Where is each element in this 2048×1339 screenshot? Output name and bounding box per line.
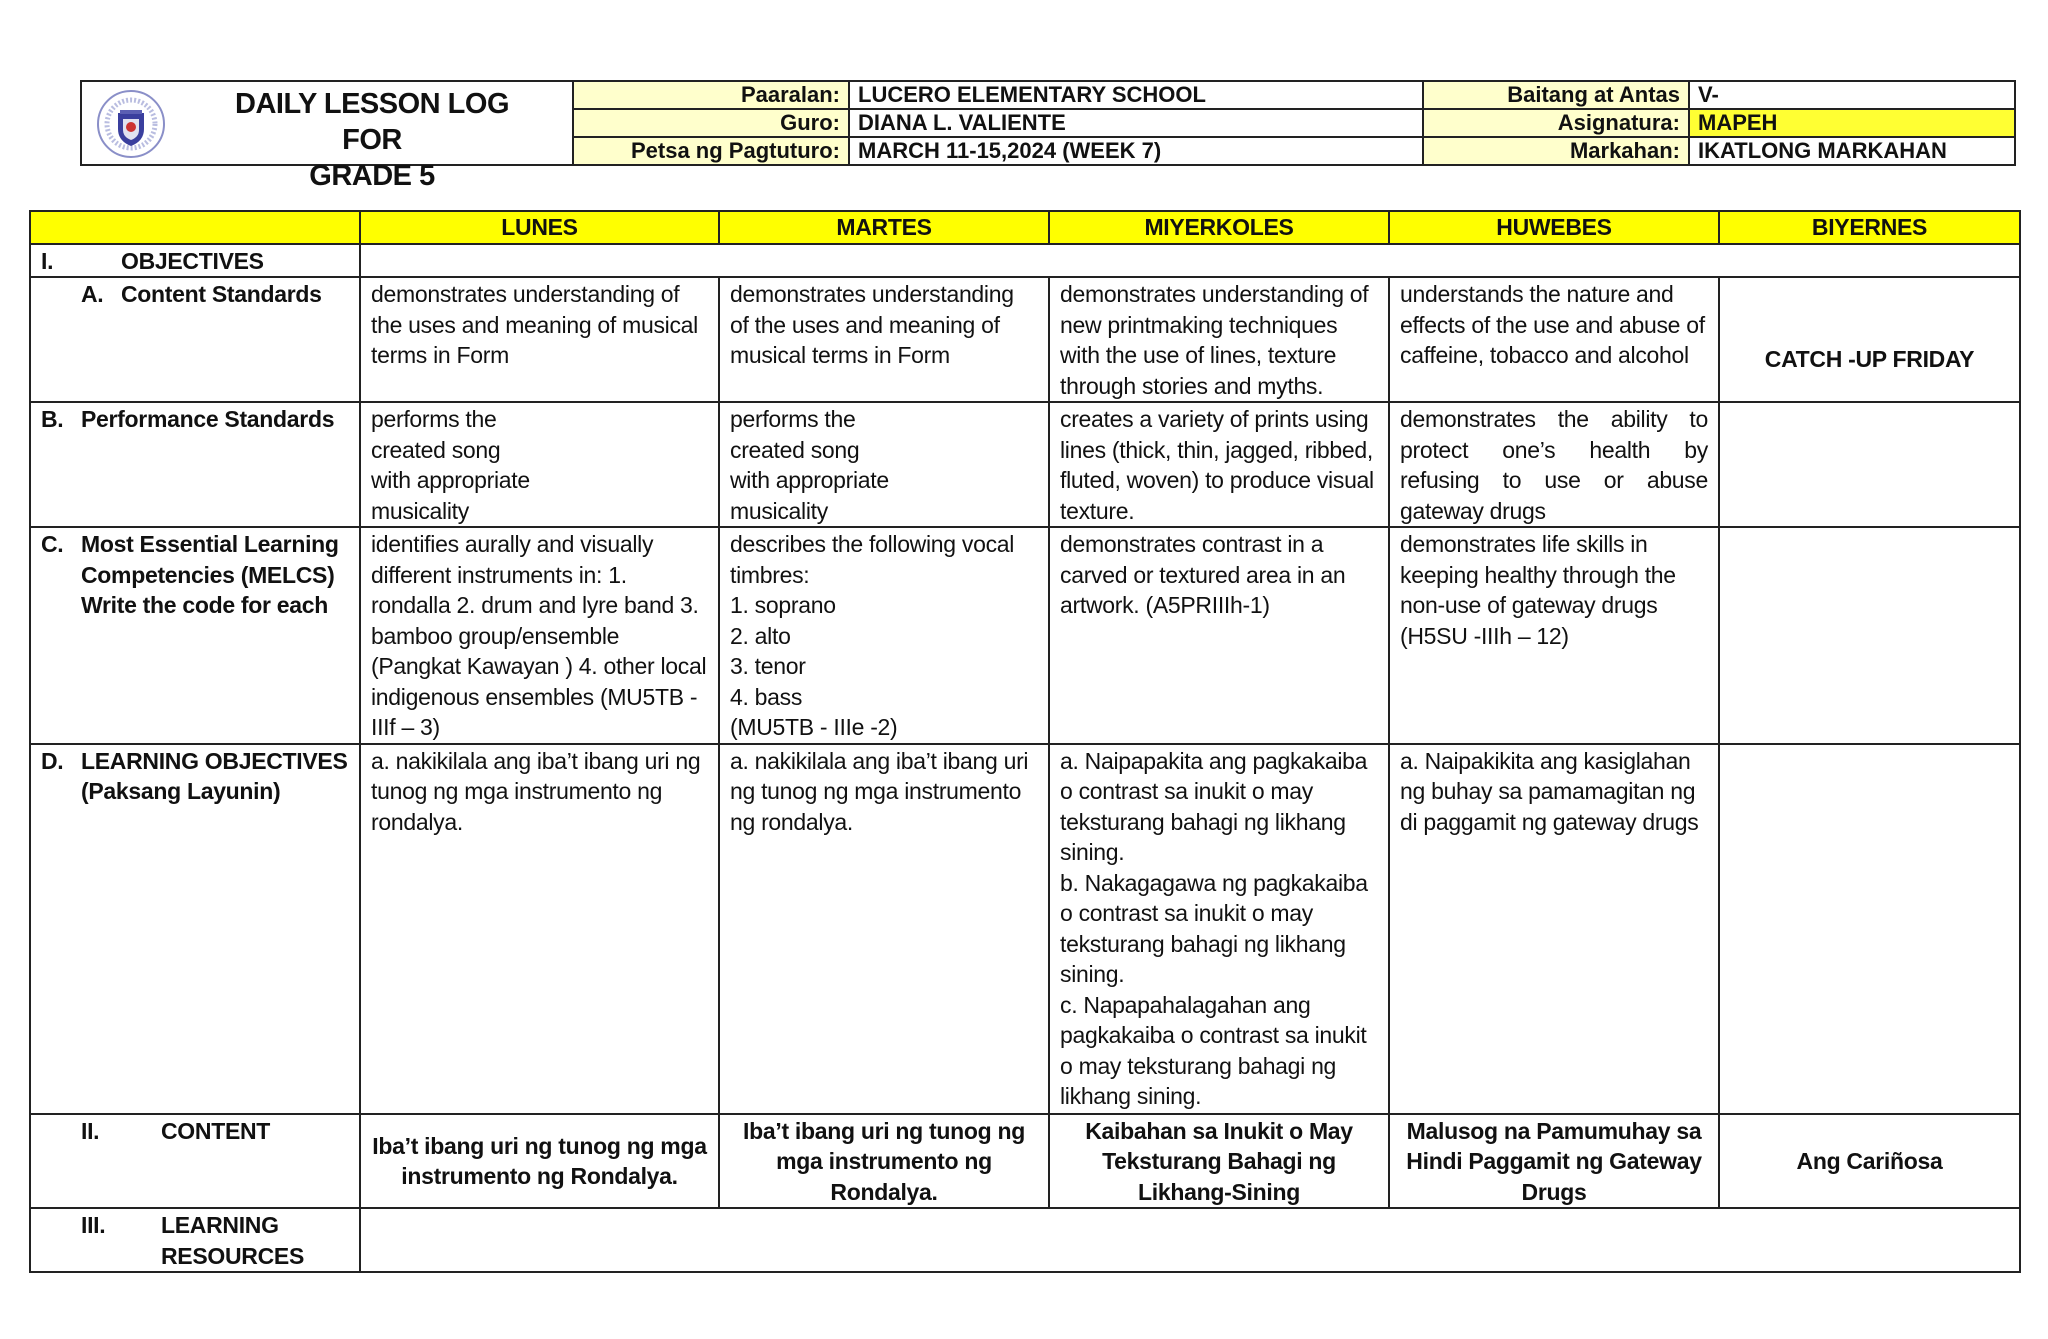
content-standards-lunes: demonstrates understanding of the uses and meaning of musical terms in Form <box>360 277 719 402</box>
objective-item: c. Napapahalagahan ang pagkakaiba o contrast sa inukit o may teksturang bahagi ng likhang sining. <box>1060 991 1367 1109</box>
deped-seal-icon <box>96 89 166 159</box>
learning-objectives-martes: a. nakikilala ang iba’t ibang uri ng tunog ng mga instrumento ng rondalya. <box>719 744 1049 1114</box>
learning-objectives-row <box>30 744 2020 1114</box>
learning-objectives-label-line-2: (Paksang Layunin) <box>81 778 281 804</box>
objectives-number: I. <box>41 247 54 274</box>
learning-resources-label-cell <box>30 1208 360 1272</box>
objectives-label-cell <box>30 244 360 278</box>
content-miyerkoles: Kaibahan sa Inukit o May Teksturang Bahagi ng Likhang-Sining <box>1049 1114 1389 1209</box>
school-value: LUCERO ELEMENTARY SCHOOL <box>850 82 1424 108</box>
melcs-huwebes: demonstrates life skills in keeping healthy through the non-use of gateway drugs (H5SU -IIIh – 12) <box>1389 527 1719 744</box>
content-standards-label: Content Standards <box>121 281 322 307</box>
content-standards-huwebes: understands the nature and effects of the use and abuse of caffeine, tobacco and alcohol <box>1389 277 1719 402</box>
melcs-martes <box>719 527 1049 744</box>
text-line: musicality <box>371 497 469 524</box>
melcs-label-cell <box>30 527 360 744</box>
text-line: 1. soprano <box>730 592 836 618</box>
text-line: 4. bass <box>730 683 803 710</box>
content-standards-number: A. <box>81 281 104 307</box>
catch-up-friday: CATCH -UP FRIDAY <box>1719 277 2020 402</box>
text-line: created song <box>371 436 501 463</box>
melcs-label-line-2: Competencies (MELCS) <box>81 561 335 588</box>
melcs-label-line-1: Most Essential Learning <box>81 531 339 557</box>
teacher-label: Guro: <box>574 110 850 136</box>
daily-lesson-log-table <box>29 210 2021 1273</box>
grade-label: Baitang at Antas <box>1424 82 1690 108</box>
learning-objectives-label-cell <box>30 744 360 1114</box>
content-standards-row <box>30 277 2020 402</box>
content-label-cell <box>30 1114 360 1209</box>
content-standards-martes: demonstrates understanding of the uses and meaning of musical terms in Form <box>719 277 1049 402</box>
content-row <box>30 1114 2020 1209</box>
content-label: CONTENT <box>161 1117 271 1144</box>
content-lunes: Iba’t ibang uri ng tunog ng mga instrumento ng Rondalya. <box>360 1114 719 1209</box>
lesson-log-header <box>80 80 2016 192</box>
performance-standards-huwebes: demonstrates the ability to protect one’s health by refusing to use or abuse gateway drugs <box>1389 402 1719 527</box>
learning-objectives-label-line-1: LEARNING OBJECTIVES <box>81 747 348 774</box>
performance-standards-lunes <box>360 402 719 527</box>
melcs-number: C. <box>41 531 64 557</box>
day-header-blank <box>30 211 360 244</box>
learning-resources-number: III. <box>81 1212 106 1238</box>
learning-resources-label-line-2: RESOURCES <box>161 1242 304 1269</box>
day-header-martes: MARTES <box>719 211 1049 244</box>
day-header-lunes: LUNES <box>360 211 719 244</box>
lesson-log-title <box>202 86 542 194</box>
objectives-row <box>30 244 2020 278</box>
date-value: MARCH 11-15,2024 (WEEK 7) <box>850 138 1424 164</box>
learning-resources-span-cell <box>360 1208 2020 1272</box>
text-line: 3. tenor <box>730 653 806 679</box>
performance-standards-label-cell <box>30 402 360 527</box>
learning-resources-label-line-1: LEARNING <box>161 1212 279 1238</box>
text-line: performs the <box>371 406 497 432</box>
content-huwebes: Malusog na Pamumuhay sa Hindi Paggamit ng Gateway Drugs <box>1389 1114 1719 1209</box>
quarter-label: Markahan: <box>1424 138 1690 164</box>
performance-standards-martes <box>719 402 1049 527</box>
objective-item: a. Naipapakita ang pagkakaiba o contrast sa inukit o may teksturang bahagi ng likhang sining. <box>1060 747 1368 865</box>
performance-standards-number: B. <box>41 406 64 432</box>
content-biyernes: Ang Cariñosa <box>1719 1114 2020 1209</box>
learning-objectives-lunes: a. nakikilala ang iba’t ibang uri ng tunog ng mga instrumento ng rondalya. <box>360 744 719 1114</box>
day-header-biyernes: BIYERNES <box>1719 211 2020 244</box>
learning-objectives-number: D. <box>41 747 64 774</box>
day-header-miyerkoles: MIYERKOLES <box>1049 211 1389 244</box>
school-label: Paaralan: <box>574 82 850 108</box>
performance-standards-label: Performance Standards <box>81 406 335 432</box>
content-number: II. <box>81 1117 100 1144</box>
melcs-miyerkoles: demonstrates contrast in a carved or textured area in an artwork. (A5PRIIIh-1) <box>1049 527 1389 744</box>
objective-item: b. Nakagagawa ng pagkakaiba o contrast sa inukit o may teksturang bahagi ng likhang sining. <box>1060 869 1368 987</box>
title-line-2: GRADE 5 <box>309 160 435 192</box>
objectives-span-cell <box>360 244 2020 278</box>
performance-standards-row <box>30 402 2020 527</box>
text-line: with appropriate <box>730 467 889 493</box>
melcs-biyernes <box>1719 527 2020 744</box>
melcs-row <box>30 527 2020 744</box>
quarter-value: IKATLONG MARKAHAN <box>1698 138 1947 163</box>
day-header-row <box>30 211 2020 244</box>
header-title-block <box>82 82 574 192</box>
melcs-lunes: identifies aurally and visually different instruments in: 1. rondalla 2. drum and lyre band 3. bamboo group/ensemble (Pangkat Kawayan ) 4. other local indigenous ensembles (MU5TB -IIIf – 3) <box>360 527 719 744</box>
header-row-school <box>574 82 2014 110</box>
text-line: with appropriate <box>371 467 530 493</box>
content-martes: Iba’t ibang uri ng tunog ng mga instrumento ng Rondalya. <box>719 1114 1049 1209</box>
learning-objectives-miyerkoles <box>1049 744 1389 1114</box>
text-line: created song <box>730 436 860 463</box>
text-line: 2. alto <box>730 622 791 649</box>
teacher-value: DIANA L. VALIENTE <box>850 110 1424 136</box>
header-row-teacher <box>574 110 2014 138</box>
melcs-label-line-3: Write the code for each <box>81 592 329 618</box>
text-line: performs the <box>730 406 856 432</box>
header-row-date <box>574 138 2014 164</box>
day-header-huwebes: HUWEBES <box>1389 211 1719 244</box>
subject-label: Asignatura: <box>1424 110 1690 136</box>
subject-value: MAPEH <box>1690 110 2014 136</box>
text-line: (MU5TB - IIIe -2) <box>730 714 898 740</box>
learning-objectives-huwebes: a. Naipakikita ang kasiglahan ng buhay sa pamamagitan ng di paggamit ng gateway drugs <box>1389 744 1719 1114</box>
grade-value: V- <box>1698 82 1719 107</box>
content-standards-miyerkoles: demonstrates understanding of new printmaking techniques with the use of lines, texture through stories and myths. <box>1049 277 1389 402</box>
performance-standards-miyerkoles: creates a variety of prints using lines (thick, thin, jagged, ribbed, fluted, woven) to produce visual texture. <box>1049 402 1389 527</box>
text-line: musicality <box>730 497 828 524</box>
header-info-grid <box>574 82 2014 164</box>
text-line: describes the following vocal timbres: <box>730 531 1015 588</box>
objectives-label: OBJECTIVES <box>121 247 264 274</box>
learning-resources-row <box>30 1208 2020 1272</box>
content-standards-label-cell <box>30 277 360 402</box>
learning-objectives-biyernes <box>1719 744 2020 1114</box>
performance-standards-biyernes <box>1719 402 2020 527</box>
title-line-1: DAILY LESSON LOG FOR <box>235 88 509 156</box>
date-label: Petsa ng Pagtuturo: <box>574 138 850 164</box>
